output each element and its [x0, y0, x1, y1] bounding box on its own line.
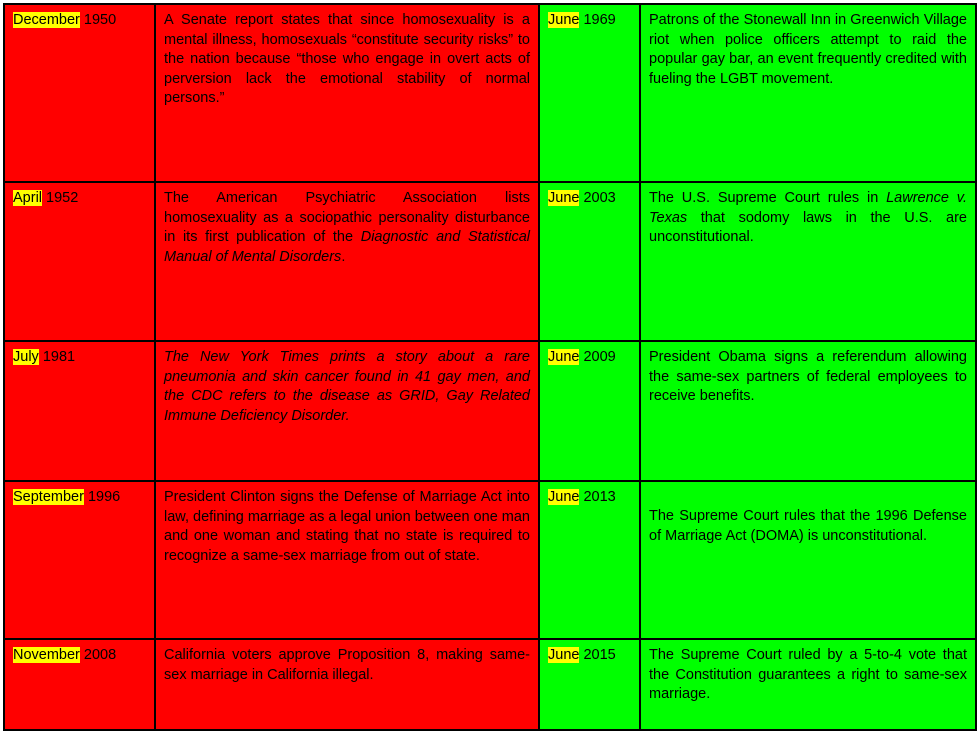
description-text: President Obama signs a referendum allowing the same-sex partners of federal employees to receive benefits. [649, 349, 967, 404]
event-description [155, 481, 539, 639]
event-year: 2013 [583, 489, 616, 505]
event-date [539, 481, 640, 639]
description-text: The U.S. Supreme Court rules in [649, 190, 887, 206]
event-year: 2008 [83, 647, 117, 663]
event-year: 1996 [87, 489, 121, 505]
event-date [539, 639, 640, 730]
description-text: . [341, 248, 346, 265]
description-text: The Supreme Court rules that the 1996 Defense of Marriage Act (DOMA) is unconstitutional. [649, 508, 967, 544]
event-month: June [548, 349, 580, 365]
event-description [155, 341, 539, 481]
event-year: 1950 [83, 12, 117, 28]
description-italic-text: Lawrence v. Texas [649, 190, 967, 226]
table-row [4, 182, 976, 341]
event-description [640, 4, 976, 182]
event-date [539, 341, 640, 481]
event-month: June [548, 647, 580, 663]
event-description [155, 182, 539, 341]
description-text: The Supreme Court ruled by a 5-to-4 vote that the Constitution guarantees a right to same-sex marriage. [649, 647, 967, 702]
event-year: 2015 [583, 647, 616, 663]
description-text: California voters approve Proposition 8, making same-sex marriage in California illegal. [164, 647, 530, 683]
event-month: June [548, 489, 580, 505]
description-text: A Senate report states that since homosexuality is a mental illness, homosexuals “constitute security risks” to the nation because “those who engage in overt acts of perversion lack the emotional stability of normal persons.” [164, 12, 530, 106]
event-description [640, 639, 976, 730]
event-year: 2003 [583, 190, 616, 206]
event-month: July [13, 349, 39, 365]
table-row [4, 481, 976, 639]
event-month: September [13, 489, 84, 505]
description-text: President Clinton signs the Defense of Marriage Act into law, defining marriage as a legal union between one man and one woman and stating that no state is required to recognize a same-sex marriage from out of state. [164, 489, 530, 564]
table-row [4, 341, 976, 481]
description-italic-text: The New York Times prints a story about a rare pneumonia and skin cancer found in 41 gay men, and the CDC refers to the disease as GRID, Gay Related Immune Deficiency Disorder. [164, 349, 530, 424]
event-description [155, 639, 539, 730]
event-date [4, 481, 155, 639]
table-row [4, 4, 976, 182]
event-year: 2009 [583, 349, 616, 365]
event-date [539, 182, 640, 341]
event-year: 1969 [583, 12, 616, 28]
description-italic-text: Diagnostic and Statistical Manual of Mental Disorders [164, 229, 530, 265]
table-row [4, 639, 976, 730]
event-date [4, 4, 155, 182]
timeline-table [3, 3, 977, 731]
event-month: June [548, 190, 580, 206]
event-description [640, 341, 976, 481]
event-description [640, 182, 976, 341]
description-text: Patrons of the Stonewall Inn in Greenwich Village riot when police officers attempt to raid the popular gay bar, an event frequently credited with fueling the LGBT movement. [649, 12, 967, 87]
event-month: April [13, 190, 43, 206]
event-year: 1952 [46, 190, 79, 206]
event-month: November [13, 647, 80, 663]
event-date [4, 639, 155, 730]
event-year: 1981 [42, 349, 76, 365]
event-date [4, 182, 155, 341]
event-description [640, 481, 976, 639]
description-text: The American Psychiatric Association lists homosexuality as a sociopathic personality disturbance in its first publication of the [164, 190, 530, 245]
event-description [155, 4, 539, 182]
description-text: that sodomy laws in the U.S. are unconstitutional. [649, 209, 967, 245]
event-month: December [13, 12, 80, 28]
event-date [4, 341, 155, 481]
event-date [539, 4, 640, 182]
event-month: June [548, 12, 580, 28]
